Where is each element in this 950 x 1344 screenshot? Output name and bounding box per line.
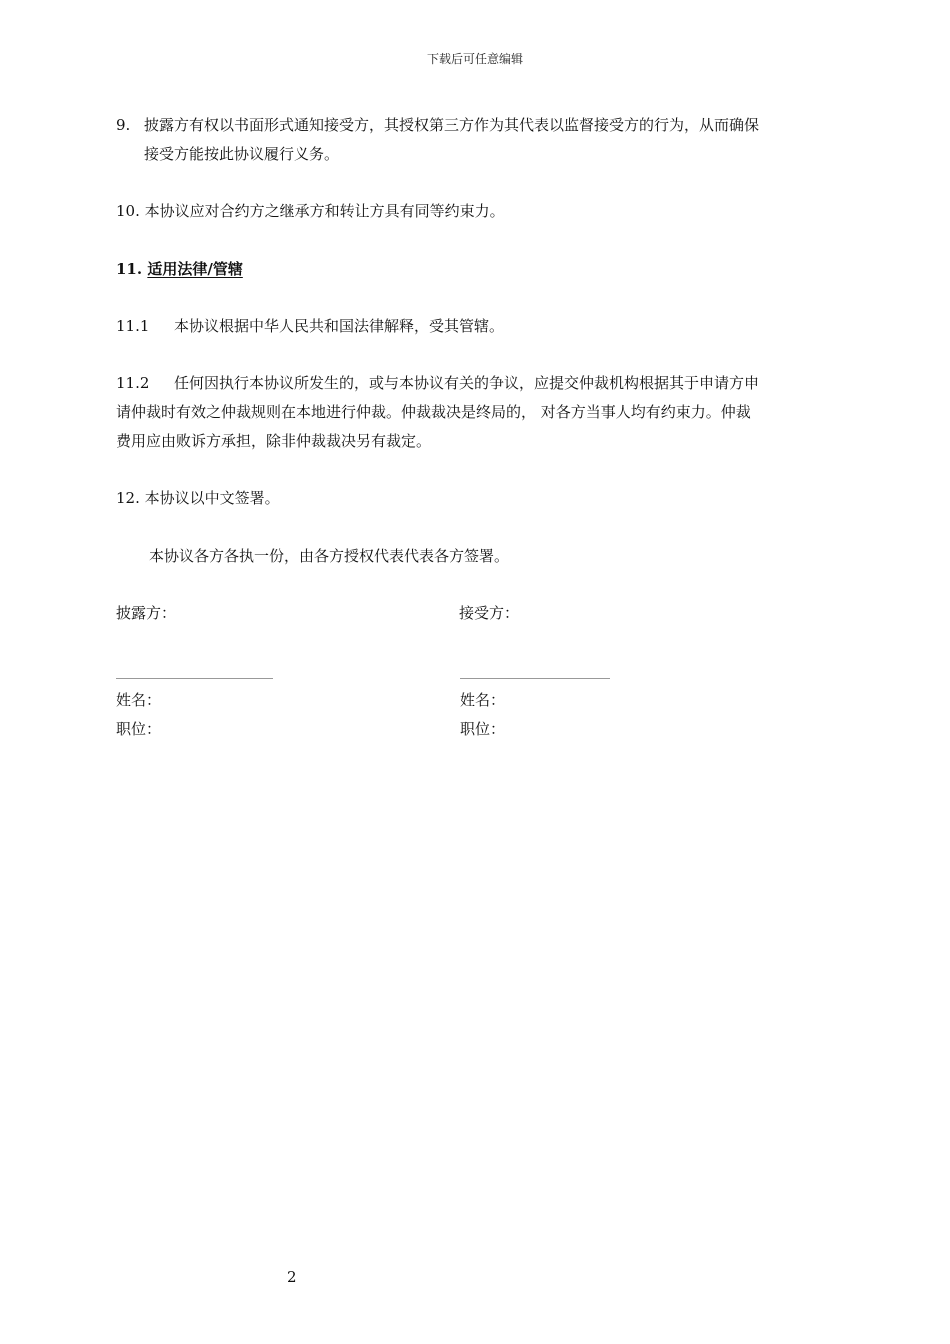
item-9-line-1: 披露方有权以书面形式通知接受方，其授权第三方作为其代表以监督接受方的行为，从而确保 [144, 116, 760, 134]
section-11-title: 适用法律/管辖 [147, 260, 243, 278]
item-9-number: 9. [116, 116, 131, 134]
page-header: 下载后可任意编辑 [426, 52, 523, 66]
discloser-signature-line [116, 678, 273, 679]
item-10: 10. 本协议应对合约方之继承方和转让方具有同等约束力。 [116, 202, 505, 220]
item-11-1-text: 本协议根据中华人民共和国法律解释，受其管辖。 [174, 317, 505, 335]
discloser-position-label: 职位： [116, 720, 162, 738]
discloser-name-label: 姓名： [116, 691, 162, 709]
item-11-2-line-2: 请仲裁时有效之仲裁规则在本地进行仲裁。仲裁裁决是终局的， 对各方当事人均有约束力。仲裁 [116, 403, 751, 421]
section-11-number: 11. [116, 260, 143, 278]
discloser-label: 披露方： [116, 604, 177, 622]
recipient-name-label: 姓名： [460, 691, 506, 709]
item-9-line-2: 接受方能按此协议履行义务。 [144, 145, 340, 163]
closing-sentence: 本协议各方各执一份，由各方授权代表代表各方签署。 [149, 547, 510, 565]
item-11-2-line-1: 任何因执行本协议所发生的，或与本协议有关的争议，应提交仲裁机构根据其于申请方申 [174, 374, 760, 392]
item-11-2-number: 11.2 [116, 374, 150, 392]
recipient-label: 接受方： [459, 604, 520, 622]
page-number: 2 [287, 1268, 297, 1286]
recipient-signature-line [460, 678, 610, 679]
item-12: 12. 本协议以中文签署。 [116, 489, 280, 507]
section-11-heading [116, 255, 243, 284]
item-11-2-line-3: 费用应由败诉方承担，除非仲裁裁决另有裁定。 [116, 432, 432, 450]
recipient-position-label: 职位： [460, 720, 506, 738]
item-11-1-number: 11.1 [116, 317, 150, 335]
